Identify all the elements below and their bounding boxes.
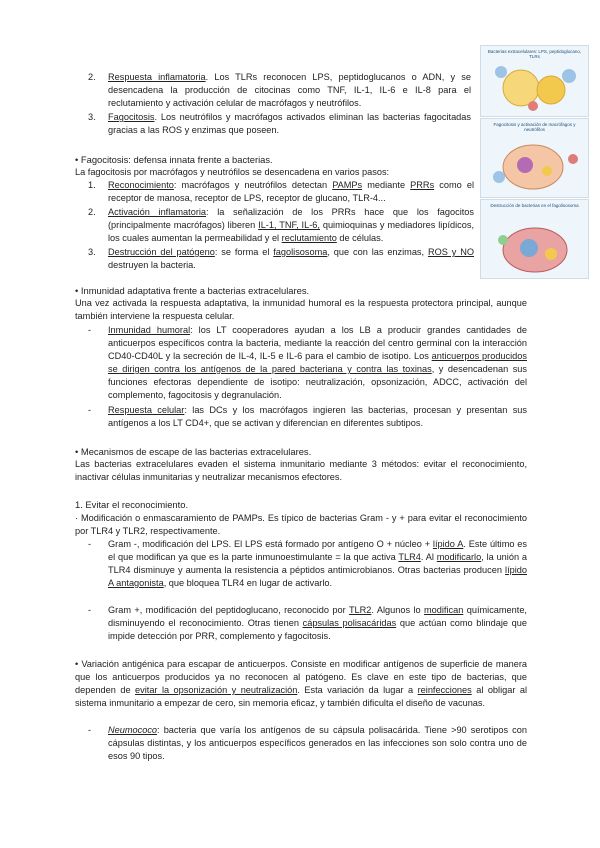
list-item-destruction — [88, 246, 474, 272]
paragraph-underline: reinfecciones — [417, 685, 472, 695]
paragraph-text: al obligar al sistema inmunitario a empezar de cero, sin memoria eficaz, y también dificulta el diseño de vacunas. — [75, 685, 528, 708]
escape-intro: Las bacterias extracelulares evaden el sistema inmunitario mediante 3 métodos: evitar el reconocimiento, inactivar células inmunitarias y neutralizar mecanismos efectores. — [75, 459, 527, 482]
item-text: : las DCs y los macrófagos ingieren las bacterias, procesan y presentan sus antígenos a los LT CD4+, que se activan y diferencian en diferentes subtipos. — [108, 405, 527, 428]
paragraph-text: . Esta variación da lugar a — [297, 685, 418, 695]
list-item-inflammatory-response — [88, 71, 472, 110]
antigenic-variation-paragraph — [75, 658, 527, 710]
item-text: : la señalización de los PRRs hace que los fagocitos (principalmente macrófagos) liberen — [108, 207, 474, 230]
item-number: 1. — [88, 180, 96, 190]
item-text: : los LT cooperadores ayudan a los LB a producir grandes cantidades de anticuerpos específicos contra la bacteria, mediante la reacción del centro germinal con la interacción CD40-CD40L y la secreción de IL-4, IL-5 e IL-6 para el cambio de isotipo. Los — [108, 325, 527, 361]
section-heading-phagocytosis: • Fagocitosis: defensa innata frente a bacterias. — [75, 154, 273, 165]
item-text: destruyen la bacteria. — [108, 260, 196, 270]
section-heading-escape: • Mecanismos de escape de las bacterias extracelulares. — [75, 446, 312, 457]
item-title: Fagocitosis — [108, 112, 155, 122]
item-text: que actúan como blindaje que impide detección por PRR, complemento y fagocitosis. — [108, 618, 527, 641]
figure-phagocytosis — [480, 118, 589, 198]
item-title: Reconocimiento — [108, 180, 174, 190]
item-text: . Algunos lo — [371, 605, 424, 615]
item-underline: IL-1, TNF, IL-6, — [258, 220, 320, 230]
list-item-gram-positive — [88, 604, 527, 643]
bacteria-illustration — [481, 46, 588, 116]
list-item-cellular — [88, 404, 527, 430]
item-number: 3. — [88, 247, 96, 257]
item-text: mediante — [362, 180, 411, 190]
item-underline: reclutamiento — [281, 233, 337, 243]
phagolysosome-illustration — [481, 200, 588, 278]
phagocyte-illustration — [481, 119, 588, 197]
item-dash: - — [88, 725, 92, 735]
list-item-gram-negative — [88, 538, 528, 590]
item-text: , y desencadenan sus funciones efectoras dependiente de isotipo: neutralización, opsonización, ADCC, activación del complemento, fagocitosis y degranulación. — [108, 364, 527, 400]
item-number: 3. — [88, 112, 96, 122]
pamp-modification-intro: · Modificación o enmascaramiento de PAMPs. Es típico de bacterias Gram - y + para evitar el reconocimiento por TLR4 y TLR2, respectivamente. — [75, 513, 527, 536]
item-title: Activación inflamatoria — [108, 207, 207, 217]
item-title: Destrucción del patógeno — [108, 247, 215, 257]
item-underline: TLR4 — [398, 552, 421, 562]
item-title: Respuesta inflamatoria — [108, 72, 206, 82]
subsection-heading-avoid-recognition: 1. Evitar el reconocimiento. — [75, 499, 189, 510]
paragraph-text: • Variación antigénica para escapar de anticuerpos. Consiste en modificar antígenos de superficie de manera que los anticuerpos producidos ya no reconocen al patógeno. Es clave en este tipo de bacterias, que dependen de — [75, 659, 527, 695]
item-text: : macrófagos y neutrófilos detectan — [173, 180, 333, 190]
item-text: químicamente, disminuyendo el reconocimiento. Otras tienen — [108, 605, 527, 628]
item-number: 2. — [88, 207, 96, 217]
adaptive-intro: Una vez activada la respuesta adaptativa, la inmunidad humoral es la respuesta protectora principal, aunque también interviene la respuesta celular. — [75, 298, 527, 321]
item-underline: lípido A — [432, 539, 464, 549]
list-item-pneumococcus — [88, 724, 527, 763]
list-item-humoral — [88, 324, 527, 402]
item-text: Gram -, modificación del LPS. El LPS está formado por antígeno O + núcleo + — [108, 539, 433, 549]
item-text: como el receptor de manosa, receptor de LPS, receptor de glucano, TLR-4... — [108, 180, 474, 203]
section-heading-adaptive: • Inmunidad adaptativa frente a bacterias extracelulares. — [75, 285, 310, 296]
item-text: : se forma el — [214, 247, 274, 257]
item-underline: TLR2 — [348, 605, 372, 615]
item-underline: modificarlo — [436, 552, 482, 562]
item-text: quimioquinas y mediadores lipídicos, los cuales aumentan la permeabilidad y el — [108, 220, 474, 243]
figure-caption: Destrucción de bacterias en el fagolisosoma — [490, 203, 579, 208]
item-underline: ROS y NO — [427, 247, 474, 257]
item-underline: fagolisosoma — [273, 247, 328, 257]
item-underline: PRRs — [410, 180, 435, 190]
figure-phagolysosome — [480, 199, 589, 279]
item-text: , que con las enzimas, — [327, 247, 428, 257]
figure-caption: Bacterias extracelulares: LPS, peptidoglucano, TLRs — [487, 49, 582, 59]
item-title: Neumococo — [108, 725, 158, 735]
item-text: : bacteria que varía los antígenos de su cápsula polisacárida. Tiene >90 serotipos con cápsulas distintas, y los anticuerpos específicos generados en las infecciones son solo contra uno de esos 90 tipos. — [108, 725, 527, 761]
item-underline: cápsulas polisacáridas — [302, 618, 397, 628]
item-text: . Los TLRs reconocen LPS, peptidoglucanos o ADN, y se desencadena la producción de citocinas como TNF, IL-1, IL-6 e IL-8 para el reclutamiento y activación celular de macrófagos y neutrófilos. — [108, 72, 472, 108]
item-text: . Los neutrófilos y macrófagos activados eliminan las bacterias fagocitadas gracias a las ROS y enzimas que poseen. — [108, 112, 471, 135]
item-dash: - — [88, 405, 92, 415]
list-item-phagocytosis — [88, 111, 471, 137]
item-dash: - — [88, 605, 92, 615]
item-dash: - — [88, 325, 92, 335]
phagocytosis-intro: La fagocitosis por macrófagos y neutrófilos se desencadena en varios pasos: — [75, 167, 390, 177]
item-text: de células. — [336, 233, 384, 243]
item-number: 2. — [88, 72, 96, 82]
figure-bacterial-recognition — [480, 45, 589, 117]
list-item-recognition — [88, 179, 474, 205]
item-dash: - — [88, 539, 92, 549]
paragraph-underline: evitar la opsonización y neutralización — [135, 685, 298, 695]
item-underline: anticuerpos producidos se dirigen contra los antígenos de la pared bacteriana y contra las toxinas — [108, 351, 527, 374]
item-underline: modifican — [424, 605, 464, 615]
list-item-activation — [88, 206, 474, 245]
item-text: . Al — [420, 552, 437, 562]
item-text: Gram +, modificación del peptidoglucano, reconocido por — [108, 605, 349, 615]
item-title: Respuesta celular — [108, 405, 185, 415]
item-text: , que bloquea TLR4 en lugar de activarlo. — [163, 578, 333, 588]
item-underline: PAMPs — [332, 180, 363, 190]
figure-caption: Fagocitosis y activación de macrófagos y neutrófilos — [493, 122, 576, 132]
item-text: . Este último es el que modifican ya que es la parte inmunoestimulante = la que activa — [108, 539, 527, 562]
item-underline: lípido A antagonista — [108, 565, 527, 588]
item-text: , la unión a TLR4 disminuye y aumenta la resistencia a péptidos antimicrobianos. Otras bacterias producen — [108, 552, 528, 575]
item-title: Inmunidad humoral — [108, 325, 191, 335]
